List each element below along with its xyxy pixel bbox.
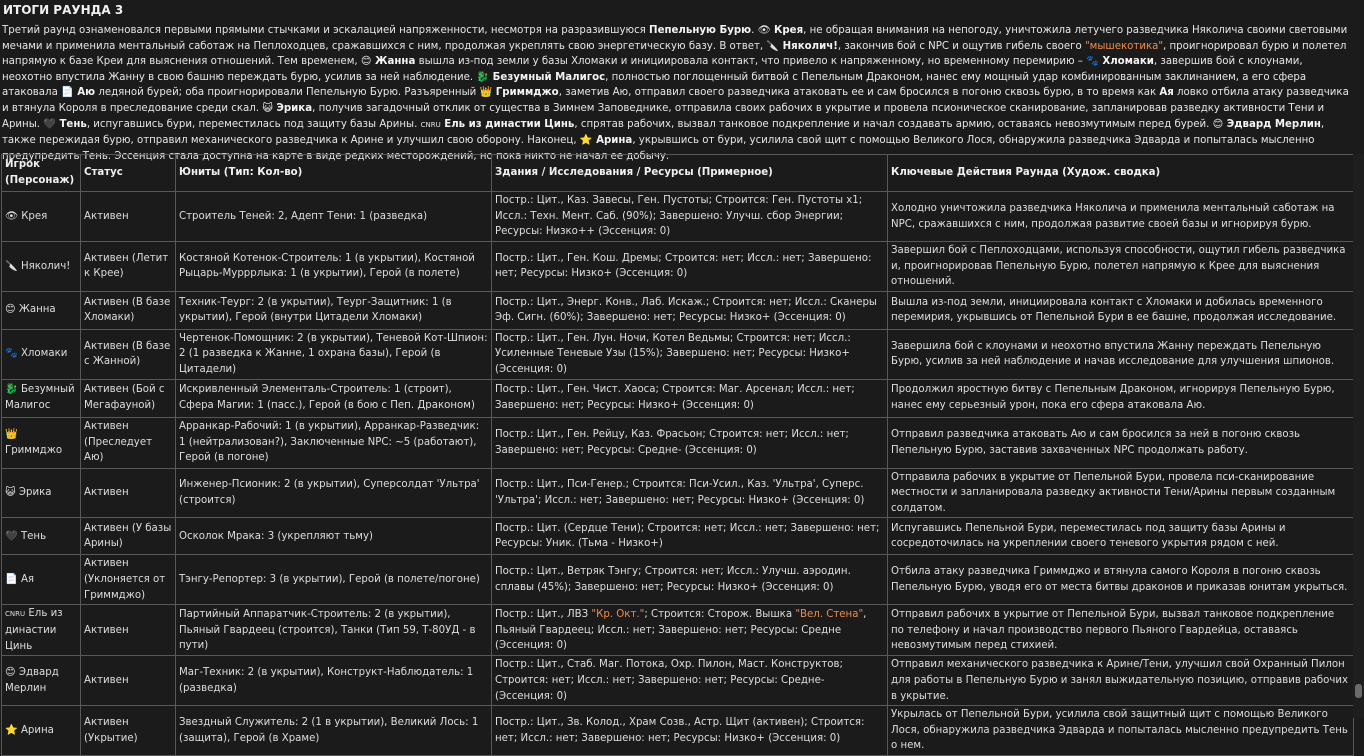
cell-units: Строитель Теней: 2, Адепт Тени: 1 (разведка) — [176, 192, 492, 242]
cell-actions: Отправил рабочих в укрытие от Пепельной Бури, вызвал танковое подкрепление по телефону и начал производство первого Пьяного Гвардейца, оставаясь невозмутимым перед стихией. — [888, 605, 1354, 656]
building-text: ; Строится: Сторож. Вышка — [644, 608, 796, 620]
cell-units: Арранкар-Рабочий: 1 (в укрытии), Арранкар-Разведчик: 1 (нейтрализован?), Заключенные NPC: ~5 (работают), Герой (в погоне) — [176, 417, 492, 468]
header-buildings: Здания / Исследования / Ресурсы (Примерное) — [492, 155, 888, 192]
cell-actions: Завершила бой с клоунами и неохотно впустила Жанну переждать Пепельную Бурю, усилив за ней наблюдение и начав исследование для улучшения шпионов. — [888, 329, 1354, 379]
cell-actions: Холодно уничтожила разведчика Няколича и применила ментальный саботаж на NPC, сражавшихся с ним, продолжая развитие своей базы и игнорируя бурю. — [888, 192, 1354, 242]
building-text: , Пьяный Гвардеец; Иссл.: нет; Завершено: нет; Ресурсы: Средне (Эссенция: 0) — [495, 608, 867, 652]
cell-buildings: Постр.: Цит., Энерг. Конв., Лаб. Искаж.; Строится: нет; Иссл.: Сканеры Эф. Сигн. (60%); Завершено: нет; Ресурсы: Низко+ (Эссенция: 0) — [492, 291, 888, 329]
summary-text: , заметив Аю, отправил своего разведчика атаковать ее и сам бросился в погоню сквозь бурю, в то время как — [558, 87, 1160, 99]
cell-status: Активен (Уклоняется от Гриммджо) — [81, 555, 176, 605]
player-name: Ель из династии Цинь — [5, 608, 63, 652]
summary-name: Ая — [1159, 87, 1174, 99]
summary-text: , не обращая внимания на непогоду, уничтожила летучего разведчика Няколича своими световыми мечами и применила ментальный саботаж на Пеплоходцев, сражавшихся с ним, продолжая укреплять свою энергетическую базу. В ответ, — [2, 25, 1348, 52]
paw-icon: 🐾 — [5, 348, 18, 360]
cell-buildings: Постр.: Цит., Пси-Генер.; Строится: Пси-Усил., Каз. 'Ультра', Суперс. 'Ультра'; Иссл.: нет; Завершено: нет; Ресурсы: Низко+ (Эссенция: 0) — [492, 468, 888, 518]
cell-actions: Завершил бой с Пеплоходцами, используя способности, ощутил гибель разведчика и, проигнорировав Пепельную Бурю, полетел напрямую к Крее для выяснения отношений. — [888, 242, 1354, 292]
cell-buildings: Постр.: Цит., Ветряк Тэнгу; Строится: нет; Иссл.: Улучш. аэродин. сплавы (45%); Завершено: нет; Ресурсы: Низко+ (Эссенция: 0) — [492, 555, 888, 605]
cell-status: Активен (Преследует Аю) — [81, 417, 176, 468]
cat-face-icon: 😺 — [5, 487, 16, 499]
cell-buildings: Постр.: Цит., Каз. Завесы, Ген. Пустоты; Строится: Ген. Пустоты x1; Иссл.: Техн. Мент. Саб. (90%); Завершено: Улучш. сбор Энергии; Ресурсы: Низко++ (Эссенция: 0) — [492, 192, 888, 242]
summary-name: Безумный Малигос — [489, 71, 606, 83]
summary-name: Ель из династии Цинь — [440, 118, 575, 130]
player-icon: 😊 — [360, 56, 372, 68]
summary-text: , испугавшись бури, переместилась под защиту базы Арины. — [86, 118, 421, 130]
cell-status: Активен (У базы Арины) — [81, 518, 176, 555]
player-icon: 😊 — [1212, 118, 1224, 130]
summary-text: , спрятав рабочих, вызвал танковое подкрепление и начал создавать армию, оставаясь невозмутимым перед бурей. — [574, 118, 1213, 130]
star-icon: ⭐ — [5, 724, 18, 736]
summary-name: Няколич! — [779, 40, 838, 52]
header-units: Юниты (Тип: Кол-во) — [176, 155, 492, 192]
table-row — [2, 329, 1354, 379]
summary-name: Тень — [55, 118, 87, 130]
cell-player — [2, 605, 81, 656]
player-name: Арина — [20, 724, 54, 736]
page-title: ИТОГИ РАУНДА 3 — [3, 3, 124, 17]
player-icon: 🖤 — [43, 118, 56, 130]
heart-icon: 🖤 — [5, 530, 18, 542]
header-actions: Ключевые Действия Раунда (Худож. сводка) — [888, 155, 1354, 192]
header-status: Статус — [81, 155, 176, 192]
cell-buildings: Постр.: Цит., Ген. Рейцу, Каз. Фрасьон; Строится: нет; Иссл.: нет; Завершено: нет; Ресурсы: Средне- (Эссенция: 0) — [492, 417, 888, 468]
cell-actions: Укрылась от Пепельной Бури, усилила свой защитный щит с помощью Великого Лося, обнаружила разведчика Эдварда и попыталась мысленно предупредить Тень о нем. — [888, 706, 1354, 756]
cell-buildings: Постр.: Цит., Ген. Кош. Дремы; Строится: нет; Иссл.: нет; Завершено: нет; Ресурсы: Низко+ (Эссенция: 0) — [492, 242, 888, 292]
cell-player — [2, 379, 81, 417]
player-name: Жанна — [18, 304, 56, 316]
cell-actions: Отбила атаку разведчика Гриммджо и втянула самого Короля в погоню сквозь Пепельную Бурю, уводя его от места битвы драконов и приказав юнитам укрыться. — [888, 555, 1354, 605]
table-row — [2, 518, 1354, 555]
cell-player — [2, 417, 81, 468]
table-header-row — [2, 155, 1354, 192]
cell-actions: Отправила рабочих в укрытие от Пепельной Бури, провела пси-сканирование местности и запланировала разведку активности Тени/Арины первым созданным солдатом. — [888, 468, 1354, 518]
player-name: Безумный Малигос — [5, 384, 75, 412]
cell-actions: Испугавшись Пепельной Бури, переместилась под защиту базы Арины и сосредоточилась на укреплении своего теневого укрытия рядом с ней. — [888, 518, 1354, 555]
table-row — [2, 656, 1354, 706]
player-icon: 🐾 — [1086, 56, 1099, 68]
player-name: Тень — [20, 530, 47, 542]
cell-player — [2, 706, 81, 756]
smiley-icon: 😊 — [5, 304, 16, 316]
page-icon: 📄 — [5, 574, 18, 586]
summary-text: ледяной бурей; оба проигнорировали Пепельную Бурю. Разъяренный — [95, 87, 480, 99]
summary-text: . — [751, 25, 758, 36]
cell-player — [2, 656, 81, 706]
summary-text: Третий раунд ознаменовался первыми прямыми стычками и эскалацией напряженности, несмотря на разразившуюся — [2, 25, 650, 36]
cell-actions: Продолжил яростную битву с Пепельным Драконом, игнорируя Пепельную Бурю, нанес ему серьезный урон, пока его сфера атаковала Аю. — [888, 379, 1354, 417]
crown-icon: 👑 — [5, 428, 18, 440]
cell-status: Активен (В базе с Жанной) — [81, 329, 176, 379]
cell-status: Активен (Укрытие) — [81, 706, 176, 756]
cell-units: Техник-Теург: 2 (в укрытии), Теург-Защитник: 1 (в укрытии), Герой (внутри Цитадели Хломаки) — [176, 291, 492, 329]
summary-text: , закончив бой с NPC и ощутив гибель своего — [837, 40, 1085, 52]
summary-text: ловко отбила атаку разведчика и втянула Короля в преследование среди скал. — [2, 87, 1349, 114]
cell-status: Активен — [81, 656, 176, 706]
dragon-icon: 🐉 — [5, 384, 18, 396]
summary-name: Арина — [592, 135, 633, 147]
summary-text: , получив загадочный отклик от существа в Зимнем Заповеднике, отправила своих рабочих в укрытие и провела псионическое сканирование, запланировав разведку активности Тени и Арины. — [2, 102, 1325, 130]
summary-name: Эдвард Мерлин — [1223, 118, 1321, 130]
cell-units: Инженер-Псионик: 2 (в укрытии), Суперсолдат 'Ультра' (строится) — [176, 468, 492, 518]
cell-buildings: Постр.: Цит. (Сердце Тени); Строится: нет; Иссл.: нет; Завершено: нет; Ресурсы: Уник. (Тьма - Низко+) — [492, 518, 888, 555]
player-name: Крея — [21, 210, 48, 222]
vertical-scrollbar[interactable] — [1353, 154, 1364, 718]
table-row — [2, 417, 1354, 468]
player-name: Ая — [20, 574, 35, 586]
cell-actions: Отправил разведчика атаковать Аю и сам бросился за ней в погоню сквозь Пепельную Бурю, заставив захваченных NPC продолжать работу. — [888, 417, 1354, 468]
summary-name: Крея — [770, 25, 804, 36]
cell-units: Звездный Служитель: 2 (1 в укрытии), Великий Лось: 1 (защита), Герой (в Храме) — [176, 706, 492, 756]
summary-name: Аю — [73, 87, 96, 99]
cell-status: Активен — [81, 192, 176, 242]
building-highlight: "Вел. Стена" — [795, 608, 864, 620]
cell-buildings: Постр.: Цит., Зв. Колод., Храм Созв., Астр. Щит (активен); Строится: нет; Иссл.: нет; Завершено: нет; Ресурсы: Низко+ (Эссенция: 0) — [492, 706, 888, 756]
table-row — [2, 706, 1354, 756]
cell-units: Чертенок-Помощник: 2 (в укрытии), Теневой Кот-Шпион: 2 (1 разведка к Жанне, 1 охрана базы), Герой (в Цитадели) — [176, 329, 492, 379]
summary-text: , укрывшись от бури, усилила свой щит с помощью Великого Лося, обнаружила разведчика Эдварда и попыталась мысленно предупредить Тень. Эссенция стала доступна на карте в виде редких месторождений, но пока никто не начал ее добычу. — [2, 135, 1315, 162]
summary-name: Эрика — [272, 102, 313, 114]
summary-text: , полностью поглощенный битвой с Пепельным Драконом, нанес ему мощный удар комбинированным заклинанием, а его сфера атаковала — [2, 71, 1307, 99]
player-name: Эдвард Мерлин — [5, 667, 59, 694]
table-row — [2, 192, 1354, 242]
player-name: Няколич! — [20, 260, 71, 272]
table-row — [2, 291, 1354, 329]
summary-text: , проигнорировал бурю и полетел напрямую к базе Креи для выяснения отношений. Тем временем, — [2, 40, 1347, 68]
cell-units: Осколок Мрака: 3 (укрепляют тьму) — [176, 518, 492, 555]
player-icon: 👑 — [479, 87, 493, 99]
building-highlight: "Кр. Окт." — [591, 608, 645, 620]
cell-player — [2, 192, 81, 242]
knife-icon: 🔪 — [5, 260, 18, 272]
summary-name: Гриммджо — [492, 87, 559, 99]
players-table — [1, 154, 1354, 756]
header-player: Игрок (Персонаж) — [2, 155, 81, 192]
player-icon: 👁 — [757, 25, 771, 36]
player-icon: 🐉 — [476, 71, 490, 83]
cell-units: Тэнгу-Репортер: 3 (в укрытии), Герой (в полете/погоне) — [176, 555, 492, 605]
player-icon: CNRU — [420, 120, 441, 129]
cell-units: Маг-Техник: 2 (в укрытии), Конструкт-Наблюдатель: 1 (разведка) — [176, 656, 492, 706]
smiley-icon: 😊 — [5, 667, 16, 679]
summary-highlight: "мышекотика" — [1085, 40, 1164, 52]
player-icon: 🔪 — [766, 40, 780, 52]
cell-player — [2, 242, 81, 292]
scrollbar-thumb[interactable] — [1355, 684, 1362, 698]
table-row — [2, 555, 1354, 605]
cell-player — [2, 291, 81, 329]
cell-actions: Отправил механического разведчика к Арине/Тени, улучшил свой Охранный Пилон для работы в Пепельную Бурю и занял выжидательную позицию, отправив рабочих в укрытие. — [888, 656, 1354, 706]
cell-units: Костяной Котенок-Строитель: 1 (в укрытии), Костяной Рыцарь-Мурррлыка: 1 (в укрытии), Герой (в полете) — [176, 242, 492, 292]
table-row — [2, 605, 1354, 656]
cell-status: Активен (Летит к Крее) — [81, 242, 176, 292]
cell-buildings: Постр.: Цит., Ген. Чист. Хаоса; Строится: Маг. Арсенал; Иссл.: нет; Завершено: нет; Ресурсы: Низко+ (Эссенция: 0) — [492, 379, 888, 417]
cell-status: Активен — [81, 468, 176, 518]
eye-icon: 👁 — [5, 210, 18, 222]
cell-units: Партийный Аппаратчик-Строитель: 2 (в укрытии), Пьяный Гвардеец (строится), Танки (Тип 59, Т-80УД - в пути) — [176, 605, 492, 656]
summary-name: Хломаки — [1098, 56, 1154, 68]
cell-actions: Вышла из-под земли, инициировала контакт с Хломаки и добилась временного перемирия, укрывшись от Пепельной Бури в ее башне, продолжая исследование. — [888, 291, 1354, 329]
table-row — [2, 468, 1354, 518]
player-name: Хломаки — [20, 348, 68, 360]
cell-status: Активен — [81, 605, 176, 656]
player-name: Гриммджо — [5, 444, 63, 456]
summary-name: Жанна — [371, 56, 416, 68]
cell-status: Активен (Бой с Мегафауной) — [81, 379, 176, 417]
cell-player — [2, 329, 81, 379]
cnru-flag-icon: CNRU — [5, 610, 26, 619]
summary-text: , завершив бой с клоунами, неохотно впустила Жанну в свою башню переждать бурю, усилив за ней наблюдение. — [2, 56, 1303, 83]
cell-player — [2, 468, 81, 518]
summary-name: Пепельную Бурю — [649, 25, 752, 36]
player-icon: ⭐ — [579, 135, 593, 147]
building-text: Постр.: Цит., ЛВЗ — [495, 608, 592, 620]
cell-status: Активен (В базе Хломаки) — [81, 291, 176, 329]
cell-buildings: Постр.: Цит., Ген. Лун. Ночи, Котел Ведьмы; Строится: нет; Иссл.: Усиленные Теневые Узы (15%); Завершено: нет; Ресурсы: Низко+ (Эссенция: 0) — [492, 329, 888, 379]
player-icon: 📄 — [61, 87, 74, 99]
summary-text: вышла из-под земли у базы Хломаки и инициировала контакт, что привело к напряженному, но временному перемирию – — [415, 56, 1087, 68]
round-summary-text — [2, 23, 1352, 164]
cell-buildings — [492, 605, 888, 656]
cell-player — [2, 518, 81, 555]
table-row — [2, 379, 1354, 417]
table-row — [2, 242, 1354, 292]
cell-player — [2, 555, 81, 605]
player-icon: 😺 — [262, 102, 273, 114]
summary-text: , также пережидая бурю, отправил механического разведчика к Арине и улучшил свою оборону. Наконец, — [2, 118, 1325, 147]
cell-units: Искривленный Элементаль-Строитель: 1 (строит), Сфера Магии: 1 (пасс.), Герой (в бою с Пеп. Драконом) — [176, 379, 492, 417]
player-name: Эрика — [18, 487, 52, 499]
cell-buildings: Постр.: Цит., Стаб. Маг. Потока, Охр. Пилон, Маст. Конструктов; Строится: нет; Иссл.: нет; Завершено: нет; Ресурсы: Средне- (Эссенция: 0) — [492, 656, 888, 706]
